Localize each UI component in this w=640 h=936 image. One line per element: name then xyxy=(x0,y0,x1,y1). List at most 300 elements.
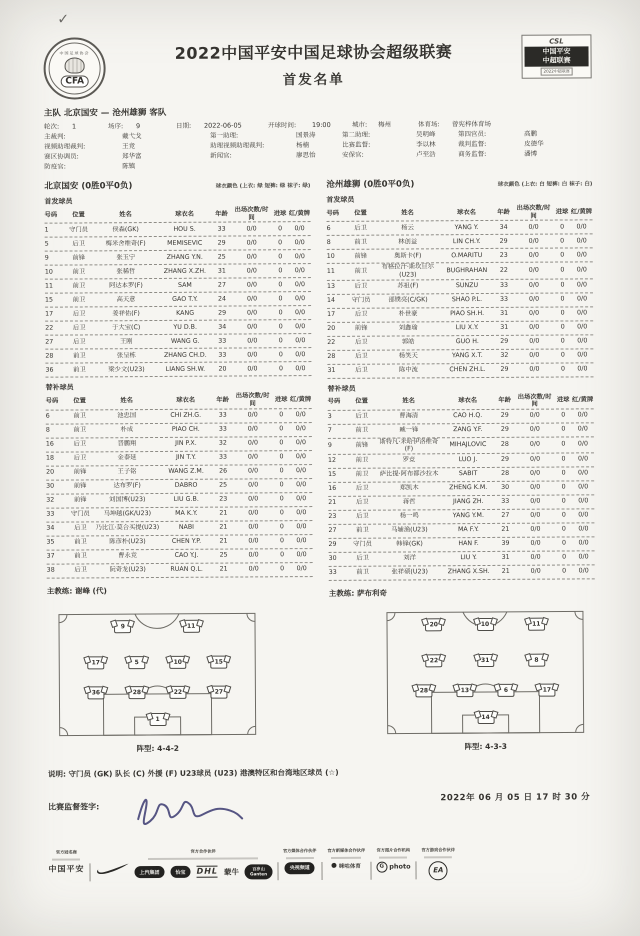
player-position: 前卫 xyxy=(72,296,86,304)
away-midfield-row xyxy=(391,653,579,667)
official-value: 吴明峰 xyxy=(415,130,436,139)
player-age: 31 xyxy=(501,554,510,562)
player-position: 后卫 xyxy=(356,555,369,563)
player-apps: 0/0 xyxy=(529,425,540,434)
away-forwards-row xyxy=(391,617,579,631)
player-number: 20 xyxy=(46,468,55,476)
official-value xyxy=(296,160,342,170)
player-number: 15 xyxy=(45,296,54,304)
player-apps: 0/0 xyxy=(247,411,258,419)
player-cards: 0/0 xyxy=(578,539,589,547)
formation-diagrams xyxy=(47,609,596,754)
player-goals: 0 xyxy=(561,440,566,448)
player-jersey-name: ZHANG X.SH. xyxy=(447,568,490,576)
player-cards: 0/0 xyxy=(578,553,589,561)
player-goals: 0 xyxy=(279,467,284,475)
player-name: 曹永竞 xyxy=(118,552,138,560)
sheet-title: 首发名单 xyxy=(282,71,345,89)
player-position: 前卫 xyxy=(74,538,87,546)
newmedia-logo: 咪咕体育 xyxy=(332,861,361,869)
partner-group xyxy=(134,848,272,880)
player-cards: 0/0 xyxy=(296,509,307,517)
player-name: 张玉宁 xyxy=(116,254,136,262)
player-name: 池忠国 xyxy=(117,412,137,420)
away-starters-table xyxy=(326,205,593,379)
spacer-label xyxy=(112,849,113,854)
home-forwards-row xyxy=(63,619,251,633)
player-apps: 0/0 xyxy=(246,281,258,289)
player-jersey-name: ZHANG CH.D. xyxy=(163,351,207,360)
player-name: 马坤越(GK/U23) xyxy=(103,510,152,518)
player-cards: 0/0 xyxy=(576,237,587,245)
jersey-icon: 22 xyxy=(169,686,186,699)
player-position: 后卫 xyxy=(72,240,86,248)
player-jersey-name: SAM xyxy=(177,281,192,289)
player-row xyxy=(327,263,593,281)
player-position: 前锋 xyxy=(354,324,368,333)
cfa-abbr: CFA xyxy=(60,75,89,87)
csl-band xyxy=(524,46,588,66)
player-name: 梅米舍维奇(F) xyxy=(105,240,146,248)
player-age: 34 xyxy=(218,323,227,331)
col-age: 年龄 xyxy=(498,397,511,405)
player-cards: 0/0 xyxy=(296,551,307,559)
player-name: 阮奇龙(U23) xyxy=(109,566,146,574)
player-position: 后卫 xyxy=(73,454,87,462)
player-position: 前卫 xyxy=(73,352,86,360)
player-goals: 0 xyxy=(560,337,565,345)
player-cards: 0/0 xyxy=(294,281,306,289)
player-cards: 0/0 xyxy=(577,309,588,317)
player-number: 28 xyxy=(45,352,54,360)
player-age: 33 xyxy=(501,498,510,506)
player-jersey-name: LIU X.Y. xyxy=(455,324,479,332)
jersey-icon: 28 xyxy=(415,684,432,697)
player-goals: 0 xyxy=(278,225,283,233)
player-position: 前卫 xyxy=(73,426,87,434)
player-name: 奥斯卡(F) xyxy=(394,252,422,260)
player-age: 31 xyxy=(500,310,509,318)
football-icon xyxy=(65,57,85,73)
player-age: 33 xyxy=(218,351,227,359)
official-label: 视频助理裁判: xyxy=(44,142,86,151)
player-apps: 0/0 xyxy=(247,337,258,345)
home-midfield-row xyxy=(63,655,251,669)
player-jersey-name: NABI xyxy=(178,523,195,532)
player-age: 29 xyxy=(218,309,227,317)
player-apps: 0/0 xyxy=(246,239,257,247)
player-position: 后卫 xyxy=(355,499,369,507)
player-number: 16 xyxy=(45,440,54,448)
player-age: 21 xyxy=(501,568,510,576)
home-starters-label: 首发球员 xyxy=(44,197,73,206)
player-cards: 0/0 xyxy=(294,239,305,247)
player-number: 38 xyxy=(46,566,55,574)
sponsor-sublabel-line xyxy=(148,857,258,860)
player-number: 34 xyxy=(46,524,55,532)
coach-name: 谢峰 (代) xyxy=(74,585,107,595)
col-name: 姓名 xyxy=(119,211,132,219)
table-header-row xyxy=(46,392,312,410)
sponsor-divider xyxy=(89,863,90,881)
player-age: 30 xyxy=(501,484,510,492)
player-number: 5 xyxy=(44,240,49,248)
player-age: 23 xyxy=(219,495,228,503)
player-number: 14 xyxy=(327,297,336,305)
official-label: 第二助理: xyxy=(342,130,371,139)
player-cards: 0/0 xyxy=(295,351,306,359)
col-goals: 进球 xyxy=(555,208,569,216)
player-goals: 0 xyxy=(560,309,565,317)
col-cards: 红/黄牌 xyxy=(290,396,312,404)
player-age: 33 xyxy=(218,337,227,345)
player-name: 侯森(GK) xyxy=(112,226,139,234)
sponsor-sublabel-line xyxy=(286,857,313,859)
jersey-icon: 11 xyxy=(183,619,200,632)
officials-row xyxy=(44,159,592,172)
player-age: 29 xyxy=(500,456,510,464)
cctv-logo: 央视频道 xyxy=(285,862,315,874)
player-goals: 0 xyxy=(561,511,566,519)
col-number: 号码 xyxy=(44,211,58,219)
player-jersey-name: JIANG ZH. xyxy=(452,498,484,506)
jersey-icon: 17 xyxy=(87,656,104,669)
player-jersey-name: YANG Y.M. xyxy=(452,512,485,520)
col-apps: 出场次数/时间 xyxy=(234,206,269,222)
player-number: 36 xyxy=(45,366,54,374)
pen-checkmark: ✓ xyxy=(57,11,70,28)
player-number: 28 xyxy=(327,353,336,361)
player-age: 29 xyxy=(500,366,509,374)
ganten-en: Ganten xyxy=(249,871,268,877)
player-goals: 0 xyxy=(561,525,566,533)
jersey-icon: 6 xyxy=(497,684,514,697)
official-label: 裁判监督: xyxy=(458,140,487,149)
player-cards: 0/0 xyxy=(296,481,307,489)
player-name: 晋鹏翔 xyxy=(117,440,137,448)
player-number: 1 xyxy=(44,226,49,234)
partner-label: 官方合作伙伴 xyxy=(190,848,216,854)
player-apps: 0/0 xyxy=(247,351,258,359)
player-jersey-name: SUNZU xyxy=(455,282,479,290)
official-value: 郑华富 xyxy=(122,152,142,161)
player-goals: 0 xyxy=(278,309,283,317)
col-position: 位置 xyxy=(354,209,367,217)
player-jersey-name: RUAN Q.L. xyxy=(170,565,203,574)
jersey-icon: 10 xyxy=(476,618,493,631)
official-label: 第一助理: xyxy=(210,131,239,140)
away-coach-line xyxy=(329,586,595,599)
player-number: 11 xyxy=(326,268,335,276)
jersey-icon: 17 xyxy=(538,683,555,696)
player-position: 前卫 xyxy=(73,412,87,420)
player-apps: 0/0 xyxy=(246,253,257,261)
player-position: 前锋 xyxy=(73,468,87,476)
away-panel-team: 沧州雄狮 (0胜0平0负) xyxy=(326,179,415,191)
player-name: 马辅渔(U23) xyxy=(391,526,428,534)
official-value: 李以林 xyxy=(416,140,436,149)
player-apps: 0/0 xyxy=(247,425,258,433)
player-cards: 0/0 xyxy=(295,337,306,345)
player-number: 32 xyxy=(46,496,55,504)
player-goals: 0 xyxy=(560,237,565,245)
player-jersey-name: PIAO SH.H. xyxy=(450,310,485,318)
player-jersey-name: LIANG SH.W. xyxy=(165,365,206,374)
player-name: 陈中流 xyxy=(398,366,418,374)
player-age: 21 xyxy=(219,537,228,545)
player-jersey-name: CAO H.Q. xyxy=(453,412,483,420)
jersey-icon: 10 xyxy=(169,656,186,669)
date-value: 2022-06-05 xyxy=(203,121,242,130)
home-panel-team: 北京国安 (0胜0平0负) xyxy=(44,181,133,192)
player-name: 陈彦朴(U23) xyxy=(109,538,146,546)
player-apps: 0/0 xyxy=(528,281,540,289)
col-position: 位置 xyxy=(355,397,368,406)
col-jersey-name: 球衣名 xyxy=(458,397,478,405)
player-apps: 0/0 xyxy=(246,295,258,303)
sponsor-sublabel-line xyxy=(331,856,361,858)
player-row xyxy=(328,437,594,455)
player-position: 前卫 xyxy=(354,238,367,246)
player-position: 前锋 xyxy=(355,442,369,450)
home-formation xyxy=(55,611,260,754)
player-goals: 0 xyxy=(280,565,285,573)
csl-band-line1: 中国平安 xyxy=(542,47,571,56)
player-number: 30 xyxy=(46,482,55,490)
player-name: 刘国博(U23) xyxy=(109,496,146,504)
player-goals: 0 xyxy=(279,481,284,489)
away-subs-label: 替补球员 xyxy=(327,384,356,393)
player-name: 张祥硕(U23) xyxy=(391,568,428,576)
player-position: 前卫 xyxy=(356,569,370,577)
official-label: 商务监督: xyxy=(458,150,487,159)
home-formation-label: 阵型: 4-4-2 xyxy=(136,743,180,753)
player-cards: 0/0 xyxy=(577,323,588,331)
legend-line: 说明: 守门员 (GK) 队长 (C) 外援 (F) U23球员 (U23) 港澳特区和台湾地区球员 (☆) xyxy=(47,767,339,779)
player-cards: 0/0 xyxy=(578,567,589,575)
player-age: 21 xyxy=(501,526,510,534)
player-age: 25 xyxy=(219,551,228,559)
player-cards: 0/0 xyxy=(296,495,307,503)
player-age: 29 xyxy=(500,412,509,420)
player-position: 前卫 xyxy=(356,527,369,535)
jersey-icon: 22 xyxy=(425,654,442,667)
player-jersey-name: LUO J. xyxy=(458,456,478,464)
player-position: 后卫 xyxy=(354,338,368,347)
player-name: 布格拉汗·斯坎旦尔(U23) xyxy=(381,263,435,279)
player-cards: 0/0 xyxy=(295,467,307,475)
player-position: 前卫 xyxy=(74,552,87,560)
player-goals: 0 xyxy=(279,425,284,433)
official-value: 国景涛 xyxy=(296,131,316,140)
player-number: 18 xyxy=(45,454,55,462)
player-goals: 0 xyxy=(279,453,284,461)
player-name: 杨笑天 xyxy=(398,352,418,360)
coach-name: 萨布利奇 xyxy=(356,588,387,598)
player-cards: 0/0 xyxy=(576,251,587,259)
player-name: 苏祖(F) xyxy=(397,282,419,290)
player-age: 29 xyxy=(217,239,226,247)
home-kit-colors: 球衣颜色 (上衣: 绿 短裤: 绿 袜子: 绿) xyxy=(215,183,311,190)
sponsor-divider xyxy=(416,861,417,879)
player-goals: 0 xyxy=(561,425,566,433)
player-apps: 0/0 xyxy=(530,512,541,520)
player-name: 梁少文(U23) xyxy=(108,366,145,374)
player-row xyxy=(47,563,313,579)
home-starters-table xyxy=(44,206,311,378)
player-name: 朴成 xyxy=(120,426,134,434)
official-value: 陈镇 xyxy=(122,162,136,171)
player-position: 后卫 xyxy=(354,224,367,232)
home-panel xyxy=(44,178,313,596)
game-group xyxy=(421,847,455,880)
player-jersey-name: LIU Y. xyxy=(460,554,477,562)
media-label: 官方媒体合作伙伴 xyxy=(282,847,317,853)
table-header-row xyxy=(328,393,594,411)
official-value: 王竞 xyxy=(122,142,136,151)
player-name: 曹海清 xyxy=(399,412,419,420)
player-jersey-name: ZANG Y.F. xyxy=(453,426,483,434)
player-goals: 0 xyxy=(278,239,283,247)
player-position: 守门员 xyxy=(351,296,371,305)
official-value: 卢至浩 xyxy=(416,150,436,159)
officials-grid xyxy=(44,128,592,172)
jersey-icon: 8 xyxy=(528,653,545,666)
player-apps: 0/0 xyxy=(248,537,259,545)
player-number: 15 xyxy=(328,471,337,479)
jersey-icon: 13 xyxy=(456,684,473,697)
player-apps: 0/0 xyxy=(528,223,539,231)
player-jersey-name: SHAO P.L. xyxy=(451,296,483,304)
player-cards: 0/0 xyxy=(295,323,306,331)
player-apps: 0/0 xyxy=(248,481,259,489)
sponsor-sublabel-line xyxy=(52,858,81,860)
sponsor-strip xyxy=(48,846,596,882)
player-position: 后卫 xyxy=(355,485,369,493)
newmedia-label: 官方新媒体合作伙伴 xyxy=(327,847,366,853)
player-goals: 0 xyxy=(279,509,284,517)
player-apps: 0/0 xyxy=(530,540,541,548)
player-cards: 0/0 xyxy=(294,253,305,261)
competition-title: 2022中国平安中国足球协会超级联赛 xyxy=(174,42,453,63)
supervisor-signature xyxy=(126,788,246,835)
away-team-name: 沧州雄狮 xyxy=(112,108,147,119)
col-name: 姓名 xyxy=(401,209,414,217)
player-age: 31 xyxy=(217,267,226,275)
player-name: 乃比江·莫合买提(U23) xyxy=(95,524,160,532)
player-position: 后卫 xyxy=(354,282,368,291)
player-cards: 0/0 xyxy=(577,469,589,477)
table-header-row xyxy=(326,205,592,223)
player-number: 30 xyxy=(328,555,337,563)
away-defense-row xyxy=(391,683,579,697)
player-apps: 0/0 xyxy=(248,495,259,503)
player-position: 后卫 xyxy=(74,524,87,532)
col-age: 年龄 xyxy=(215,210,228,218)
official-value: 潘博 xyxy=(524,149,538,158)
player-position: 后卫 xyxy=(74,566,87,574)
document-header xyxy=(43,34,591,99)
player-jersey-name: ZHANG Y.N. xyxy=(166,253,203,262)
player-row xyxy=(327,363,593,379)
player-number: 7 xyxy=(327,427,332,435)
kickoff-value: 19:00 xyxy=(311,120,331,130)
official-label: 防疫官: xyxy=(44,162,66,171)
player-jersey-name: HOU S. xyxy=(173,225,196,234)
official-label: 主裁判: xyxy=(44,132,66,141)
player-row xyxy=(45,362,311,378)
player-number: 37 xyxy=(46,552,55,560)
order-label: 场序: xyxy=(107,122,124,131)
official-value: 廖思怡 xyxy=(296,151,316,160)
coach-label: 主教练: xyxy=(328,588,355,598)
home-subs-label: 替补球员 xyxy=(45,383,74,393)
player-age: 33 xyxy=(218,425,227,433)
jersey-icon: 36 xyxy=(87,686,104,699)
player-jersey-name: LIN CH.Y. xyxy=(452,238,481,246)
jersey-icon: 5 xyxy=(128,656,145,669)
player-position: 后卫 xyxy=(355,352,368,361)
col-number: 号码 xyxy=(45,397,59,405)
player-number: 8 xyxy=(326,239,331,247)
player-apps: 0/0 xyxy=(248,551,259,559)
newmedia-group xyxy=(327,847,365,869)
player-cards: 0/0 xyxy=(295,309,306,317)
home-defense-row xyxy=(63,685,251,699)
player-age: 25 xyxy=(219,481,228,489)
date-label: 日期: xyxy=(175,121,192,130)
player-goals: 0 xyxy=(561,469,566,477)
player-age: 29 xyxy=(500,338,509,346)
player-apps: 0/0 xyxy=(247,467,259,475)
jersey-icon: 15 xyxy=(210,655,227,668)
col-goals: 进球 xyxy=(556,396,570,404)
official-value xyxy=(416,159,458,169)
player-apps: 0/0 xyxy=(529,365,540,373)
player-goals: 0 xyxy=(279,537,285,545)
player-name: 张稀哲 xyxy=(116,268,136,276)
player-position: 后卫 xyxy=(72,324,86,332)
player-age: 29 xyxy=(500,426,509,434)
player-jersey-name: DABRO xyxy=(174,481,198,490)
player-cards: 0/0 xyxy=(577,365,588,373)
player-cards: 0/0 xyxy=(296,565,307,573)
jersey-icon: 14 xyxy=(477,711,494,724)
player-name: 杨云 xyxy=(401,224,414,232)
player-position: 后卫 xyxy=(355,366,368,375)
player-name: 于大宝(C) xyxy=(112,324,141,332)
player-goals: 0 xyxy=(279,495,284,503)
player-goals: 0 xyxy=(560,295,565,303)
cfa-logo-icon xyxy=(43,37,105,99)
player-cards: 0/0 xyxy=(577,411,588,419)
player-number: 3 xyxy=(327,413,332,421)
player-jersey-name: KANG xyxy=(176,309,195,318)
kickoff-label: 开球时间: xyxy=(267,121,297,130)
city-label: 城市: xyxy=(351,120,368,129)
game-label: 官方游戏合作伙伴 xyxy=(421,846,456,853)
title-sponsor-label: 官方冠名商 xyxy=(55,849,77,855)
official-value: 戴弋戈 xyxy=(122,132,142,141)
official-value: 杨楠 xyxy=(296,141,310,150)
player-jersey-name: PIAO CH. xyxy=(171,425,200,434)
col-age: 年龄 xyxy=(497,208,510,216)
player-jersey-name: MIHAJLOVIC xyxy=(449,441,487,449)
player-position: 前锋 xyxy=(73,496,87,504)
player-goals: 0 xyxy=(279,411,284,419)
player-jersey-name: SABIT xyxy=(458,470,478,478)
player-cards: 0/0 xyxy=(578,525,589,533)
